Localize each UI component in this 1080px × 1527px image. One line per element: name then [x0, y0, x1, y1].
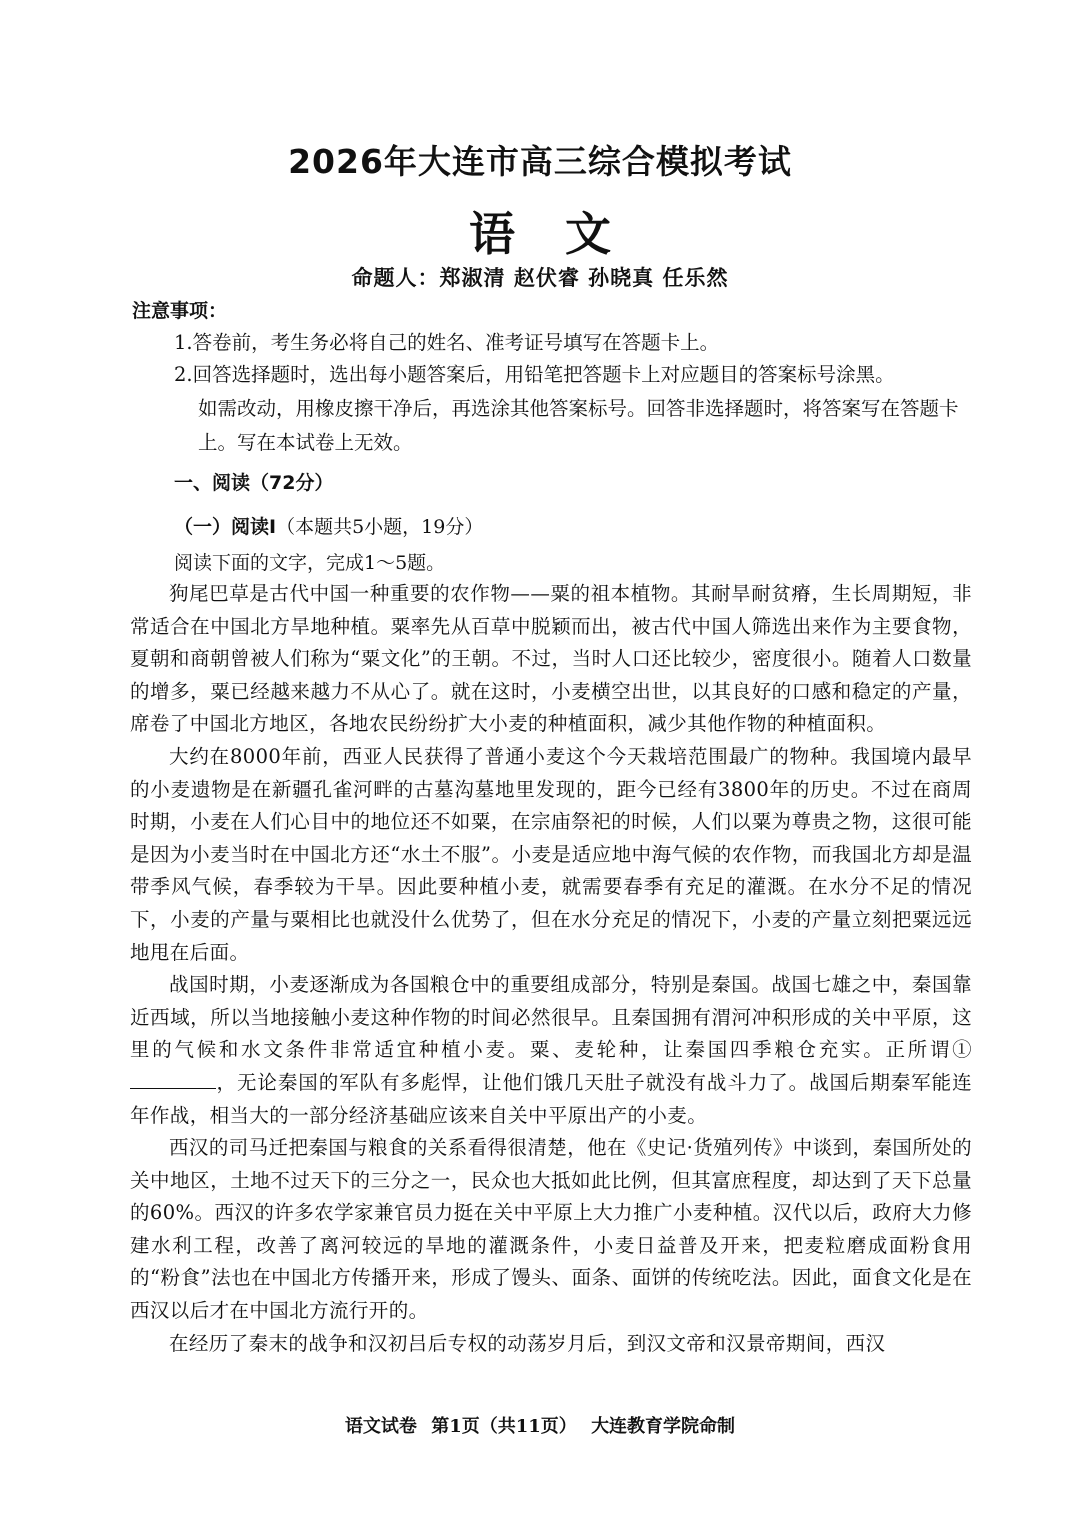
- notice-item-1: [174, 326, 972, 360]
- authors-line: 命题人：郑淑清 赵伏睿 孙晓真 任乐然: [351, 265, 729, 290]
- footer-paper: 语文试卷: [344, 1416, 417, 1437]
- passage-paragraph: 狗尾巴草是古代中国一种重要的农作物——粟的祖本植物。其耐旱耐贫瘠，生长周期短，非常适合在中国北方旱地种植。粟率先从百草中脱颖而出，被古代中国人筛选出来作为主要食物，夏朝和商朝曾被人们称为“粟文化”的王朝。不过，当时人口还比较少，密度很小。随着人口数量的增多，粟已经越来越力不从心了。就在这时，小麦横空出世，以其良好的口感和稳定的产量，席卷了中国北方地区，各地农民纷纷扩大小麦的种植面积，减少其他作物的种植面积。: [130, 582, 972, 736]
- footer-page-number: 第1页（共11页）: [431, 1416, 577, 1437]
- subsection-title: （一）阅读Ⅰ: [174, 516, 277, 538]
- passage-text: 战国时期，小麦逐渐成为各国粮仓中的重要组成部分，特别是秦国。战国七雄之中，秦国靠近西域，所以当地接触小麦这种作物的时间必然很早。且秦国拥有渭河冲积形成的关中平原，这里的气候和水文条件非常适宜种植小麦。粟、麦轮种，让秦国四季粮仓充实。正所谓①: [130, 973, 972, 1062]
- subject-title: 语文: [469, 207, 661, 261]
- reading-passage: [130, 578, 972, 1360]
- notice-item-continuation: 如需改动，用橡皮擦干净后，再选涂其他答案标号。回答非选择题时，将答案写在答题卡上。写在本试卷上无效。: [198, 397, 959, 454]
- exam-title: 2026年大连市高三综合模拟考试: [288, 142, 792, 181]
- subsection-detail: （本题共5小题，19分）: [276, 516, 484, 538]
- reading-instruction: 阅读下面的文字，完成1～5题。: [174, 552, 446, 574]
- passage-text: ，无论秦国的军队有多彪悍，让他们饿几天肚子就没有战斗力了。战国后期秦军能连年作战，相当大的一部分经济基础应该来自关中平原出产的小麦。: [130, 1070, 972, 1127]
- notice-heading: 注意事项：: [132, 300, 228, 322]
- notice-item-number: 1.: [174, 331, 193, 354]
- subsection-heading: [174, 512, 483, 539]
- notice-item-2: [174, 358, 972, 460]
- notice-item-text: 回答选择题时，选出每小题答案后，用铅笔把答题卡上对应题目的答案标号涂黑。: [192, 363, 895, 386]
- fill-in-blank: [130, 1068, 216, 1089]
- notice-item-text: 答卷前，考生务必将自己的姓名、准考证号填写在答题卡上。: [192, 331, 720, 354]
- footer-org: 大连教育学院命制: [591, 1416, 736, 1437]
- passage-paragraph: 西汉的司马迁把秦国与粮食的关系看得很清楚，他在《史记·货殖列传》中谈到，秦国所处的关中地区，土地不过天下的三分之一，民众也大抵如此比例，但其富庶程度，却达到了天下总量的60%。西汉的许多农学家兼官员力挺在关中平原上大力推广小麦种植。汉代以后，政府大力修建水利工程，改善了离河较远的旱地的灌溉条件，小麦日益普及开来，把麦粒磨成面粉食用的“粉食”法也在中国北方传播开来，形成了馒头、面条、面饼的传统吃法。因此，面食文化是在西汉以后才在中国北方流行开的。: [130, 1136, 972, 1323]
- notice-item-number: 2.: [174, 363, 193, 386]
- page-footer: [0, 1412, 1080, 1438]
- passage-paragraph: 在经历了秦末的战争和汉初吕后专权的动荡岁月后，到汉文帝和汉景帝期间，西汉: [169, 1331, 886, 1355]
- passage-paragraph: [130, 969, 972, 1132]
- section-heading: 一、阅读（72分）: [174, 472, 334, 494]
- passage-paragraph: 大约在8000年前，西亚人民获得了普通小麦这个今天栽培范围最广的物种。我国境内最早的小麦遗物是在新疆孔雀河畔的古墓沟墓地里发现的，距今已经有3800年的历史。不过在商周时期，小麦在人们心目中的地位还不如粟，在宗庙祭祀的时候，人们以粟为尊贵之物，这很可能是因为小麦当时在中国北方还“水土不服”。小麦是适应地中海气候的农作物，而我国北方却是温带季风气候，春季较为干旱。因此要种植小麦，就需要春季有充足的灌溉。在水分不足的情况下，小麦的产量与粟相比也就没什么优势了，但在水分充足的情况下，小麦的产量立刻把粟远远地甩在后面。: [130, 744, 972, 964]
